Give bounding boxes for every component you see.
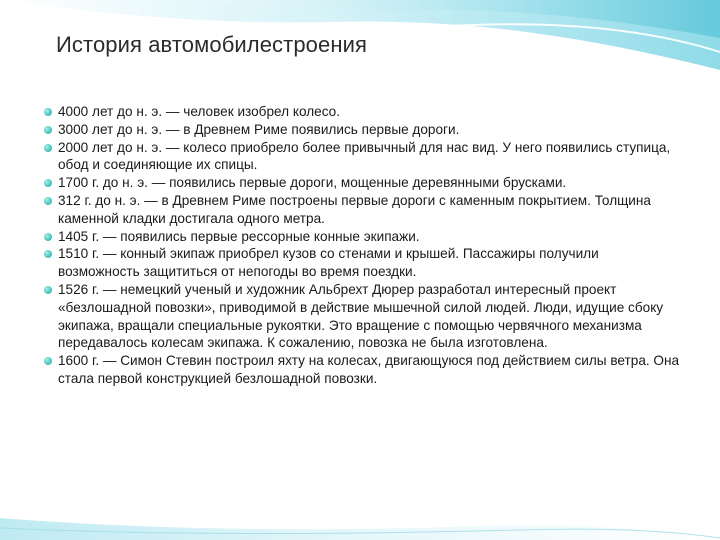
item-date: 1405 г.: [58, 228, 100, 244]
bullet-icon: [44, 357, 52, 365]
slide-title: История автомобилестроения: [56, 32, 367, 57]
list-item: [44, 192, 684, 228]
item-date: 2000 лет до н. э.: [58, 139, 163, 155]
item-date: 1526 г.: [58, 281, 100, 297]
bullet-icon: [44, 250, 52, 258]
list-item: [44, 228, 684, 246]
list-item: [44, 103, 684, 121]
list-item: [44, 139, 684, 175]
item-text: — немецкий ученый и художник Альбрехт Дюрер разработал интересный проект «безлошадной повозки», приводимой в действие мышечной силой людей. Люди, идущие сбоку экипажа, вращали специальные рукоятки. Это вращение с помощью червячного механизма передавалось колесам экипажа. К сожалению, повозка не была изготовлена.: [58, 281, 664, 351]
item-date: 4000 лет до н. э.: [58, 104, 163, 119]
bullet-icon: [44, 197, 52, 205]
item-text: — в Древнем Риме появились первые дороги.: [162, 121, 460, 137]
list-item: [44, 121, 684, 139]
timeline-list: [44, 103, 684, 388]
item-text: — конный экипаж приобрел кузов со стенами и крышей. Пассажиры получили возможность защититься от непогоды во время поездки.: [58, 246, 599, 280]
bullet-icon: [44, 233, 52, 241]
list-item: [44, 245, 684, 281]
list-item: [44, 352, 684, 388]
item-text: — в Древнем Риме построены первые дороги с каменным покрытием. Толщина каменной кладки достигала одного метра.: [58, 192, 651, 226]
bullet-icon: [44, 286, 52, 294]
bullet-icon: [44, 179, 52, 187]
item-text: — появились первые рессорные конные экипажи.: [99, 228, 420, 244]
list-item: [44, 281, 684, 352]
item-date: 312 г. до н. э.: [58, 192, 141, 208]
list-item: [44, 174, 684, 192]
bullet-icon: [44, 144, 52, 152]
item-text: — колесо приобрело более привычный для нас вид. У него появились ступица, обод и соединяющие их спицы.: [58, 139, 671, 173]
item-date: 1510 г.: [58, 246, 100, 262]
bullet-icon: [44, 126, 52, 134]
item-date: 3000 лет до н. э.: [58, 121, 163, 137]
item-text: — Симон Стевин построил яхту на колесах, двигающуюся под действием силы ветра. Она стала первой конструкцией безлошадной повозки.: [58, 353, 680, 386]
item-text: — человек изобрел колесо.: [162, 104, 340, 119]
item-date: 1700 г. до н. э.: [58, 175, 148, 191]
bullet-icon: [44, 108, 52, 116]
item-text: — появились первые дороги, мощенные деревянными брусками.: [147, 175, 567, 191]
item-date: 1600 г.: [58, 353, 100, 369]
bottom-wave: [0, 518, 720, 540]
